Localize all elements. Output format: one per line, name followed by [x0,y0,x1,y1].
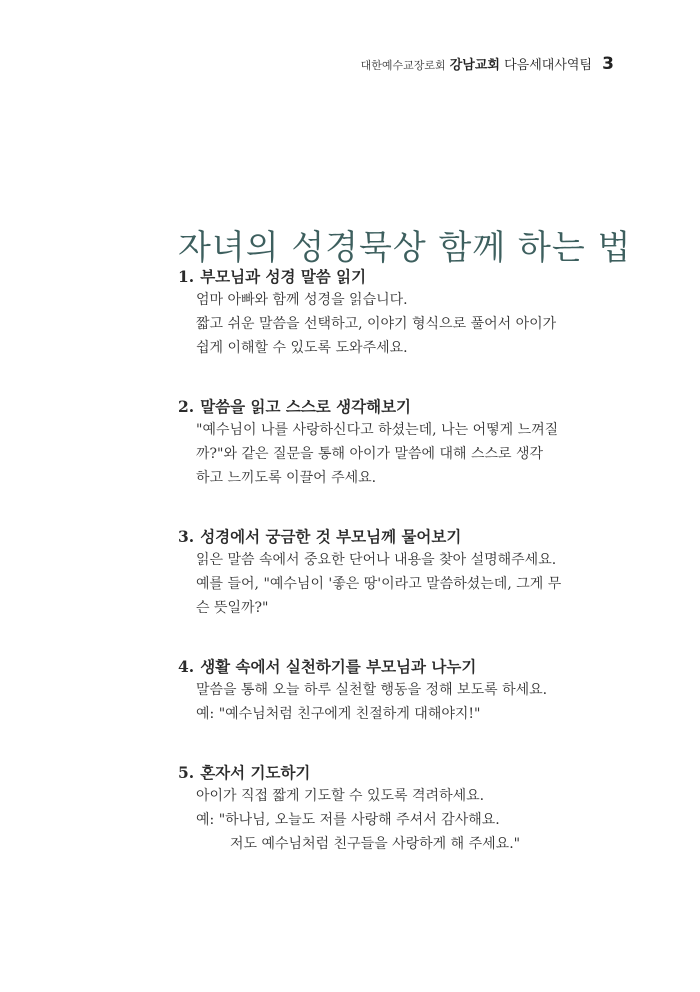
body-line: 쉽게 이해할 수 있도록 도와주세요. [196,340,408,356]
body-line: 엄마 아빠와 함께 성경을 읽습니다. [196,292,408,308]
section-title: 혼자서 기도하기 [200,763,311,782]
section-heading [178,656,608,678]
page-number: 3 [602,54,614,74]
body-line: 짧고 쉬운 말씀을 선택하고, 이야기 형식으로 풀어서 아이가 [196,316,557,332]
body-line: 까?"와 같은 질문을 통해 아이가 말씀에 대해 스스로 생각 [196,446,544,462]
page-header [361,54,614,74]
section-heading [178,526,608,548]
section-number: 3. [178,527,195,546]
section-number: 5. [178,763,195,782]
section-title: 성경에서 궁금한 것 부모님께 물어보기 [200,527,462,546]
section-heading [178,762,608,784]
body-line: 말씀을 통해 오늘 하루 실천할 행동을 정해 보도록 하세요. [196,682,548,698]
section-number: 1. [178,267,195,286]
section-heading [178,266,608,288]
sections-list [178,266,608,892]
section-3 [178,526,608,620]
section-4 [178,656,608,726]
section-title: 말씀을 읽고 스스로 생각해보기 [200,397,412,416]
section-title: 생활 속에서 실천하기를 부모님과 나누기 [200,657,477,676]
header-team: 다음세대사역팀 [504,58,593,73]
section-title: 부모님과 성경 말씀 읽기 [200,267,367,286]
section-2 [178,396,608,490]
body-line: 저도 예수님처럼 친구들을 사랑하게 해 주세요." [230,836,521,852]
page-title: 자녀의 성경묵상 함께 하는 법 [178,227,632,268]
header-org: 대한예수교장로회 [360,59,446,72]
body-line: 하고 느끼도록 이끌어 주세요. [196,470,377,486]
body-line: "예수님이 나를 사랑하신다고 하셨는데, 나는 어떻게 느껴질 [196,422,559,438]
section-1 [178,266,608,360]
section-number: 2. [178,397,195,416]
body-line: 아이가 직접 짧게 기도할 수 있도록 격려하세요. [196,788,485,804]
header-church: 강남교회 [449,58,500,73]
body-line: 예: "예수님처럼 친구에게 친절하게 대해야지!" [196,706,481,722]
section-number: 4. [178,657,195,676]
body-line: 읽은 말씀 속에서 중요한 단어나 내용을 찾아 설명해주세요. [196,552,557,568]
body-line: 예: "하나님, 오늘도 저를 사랑해 주셔서 감사해요. [196,812,500,828]
body-line: 예를 들어, "예수님이 '좋은 땅'이라고 말씀하셨는데, 그게 무 [196,576,562,592]
section-heading [178,396,608,418]
body-line: 슨 뜻일까?" [196,600,269,616]
section-5 [178,762,608,856]
